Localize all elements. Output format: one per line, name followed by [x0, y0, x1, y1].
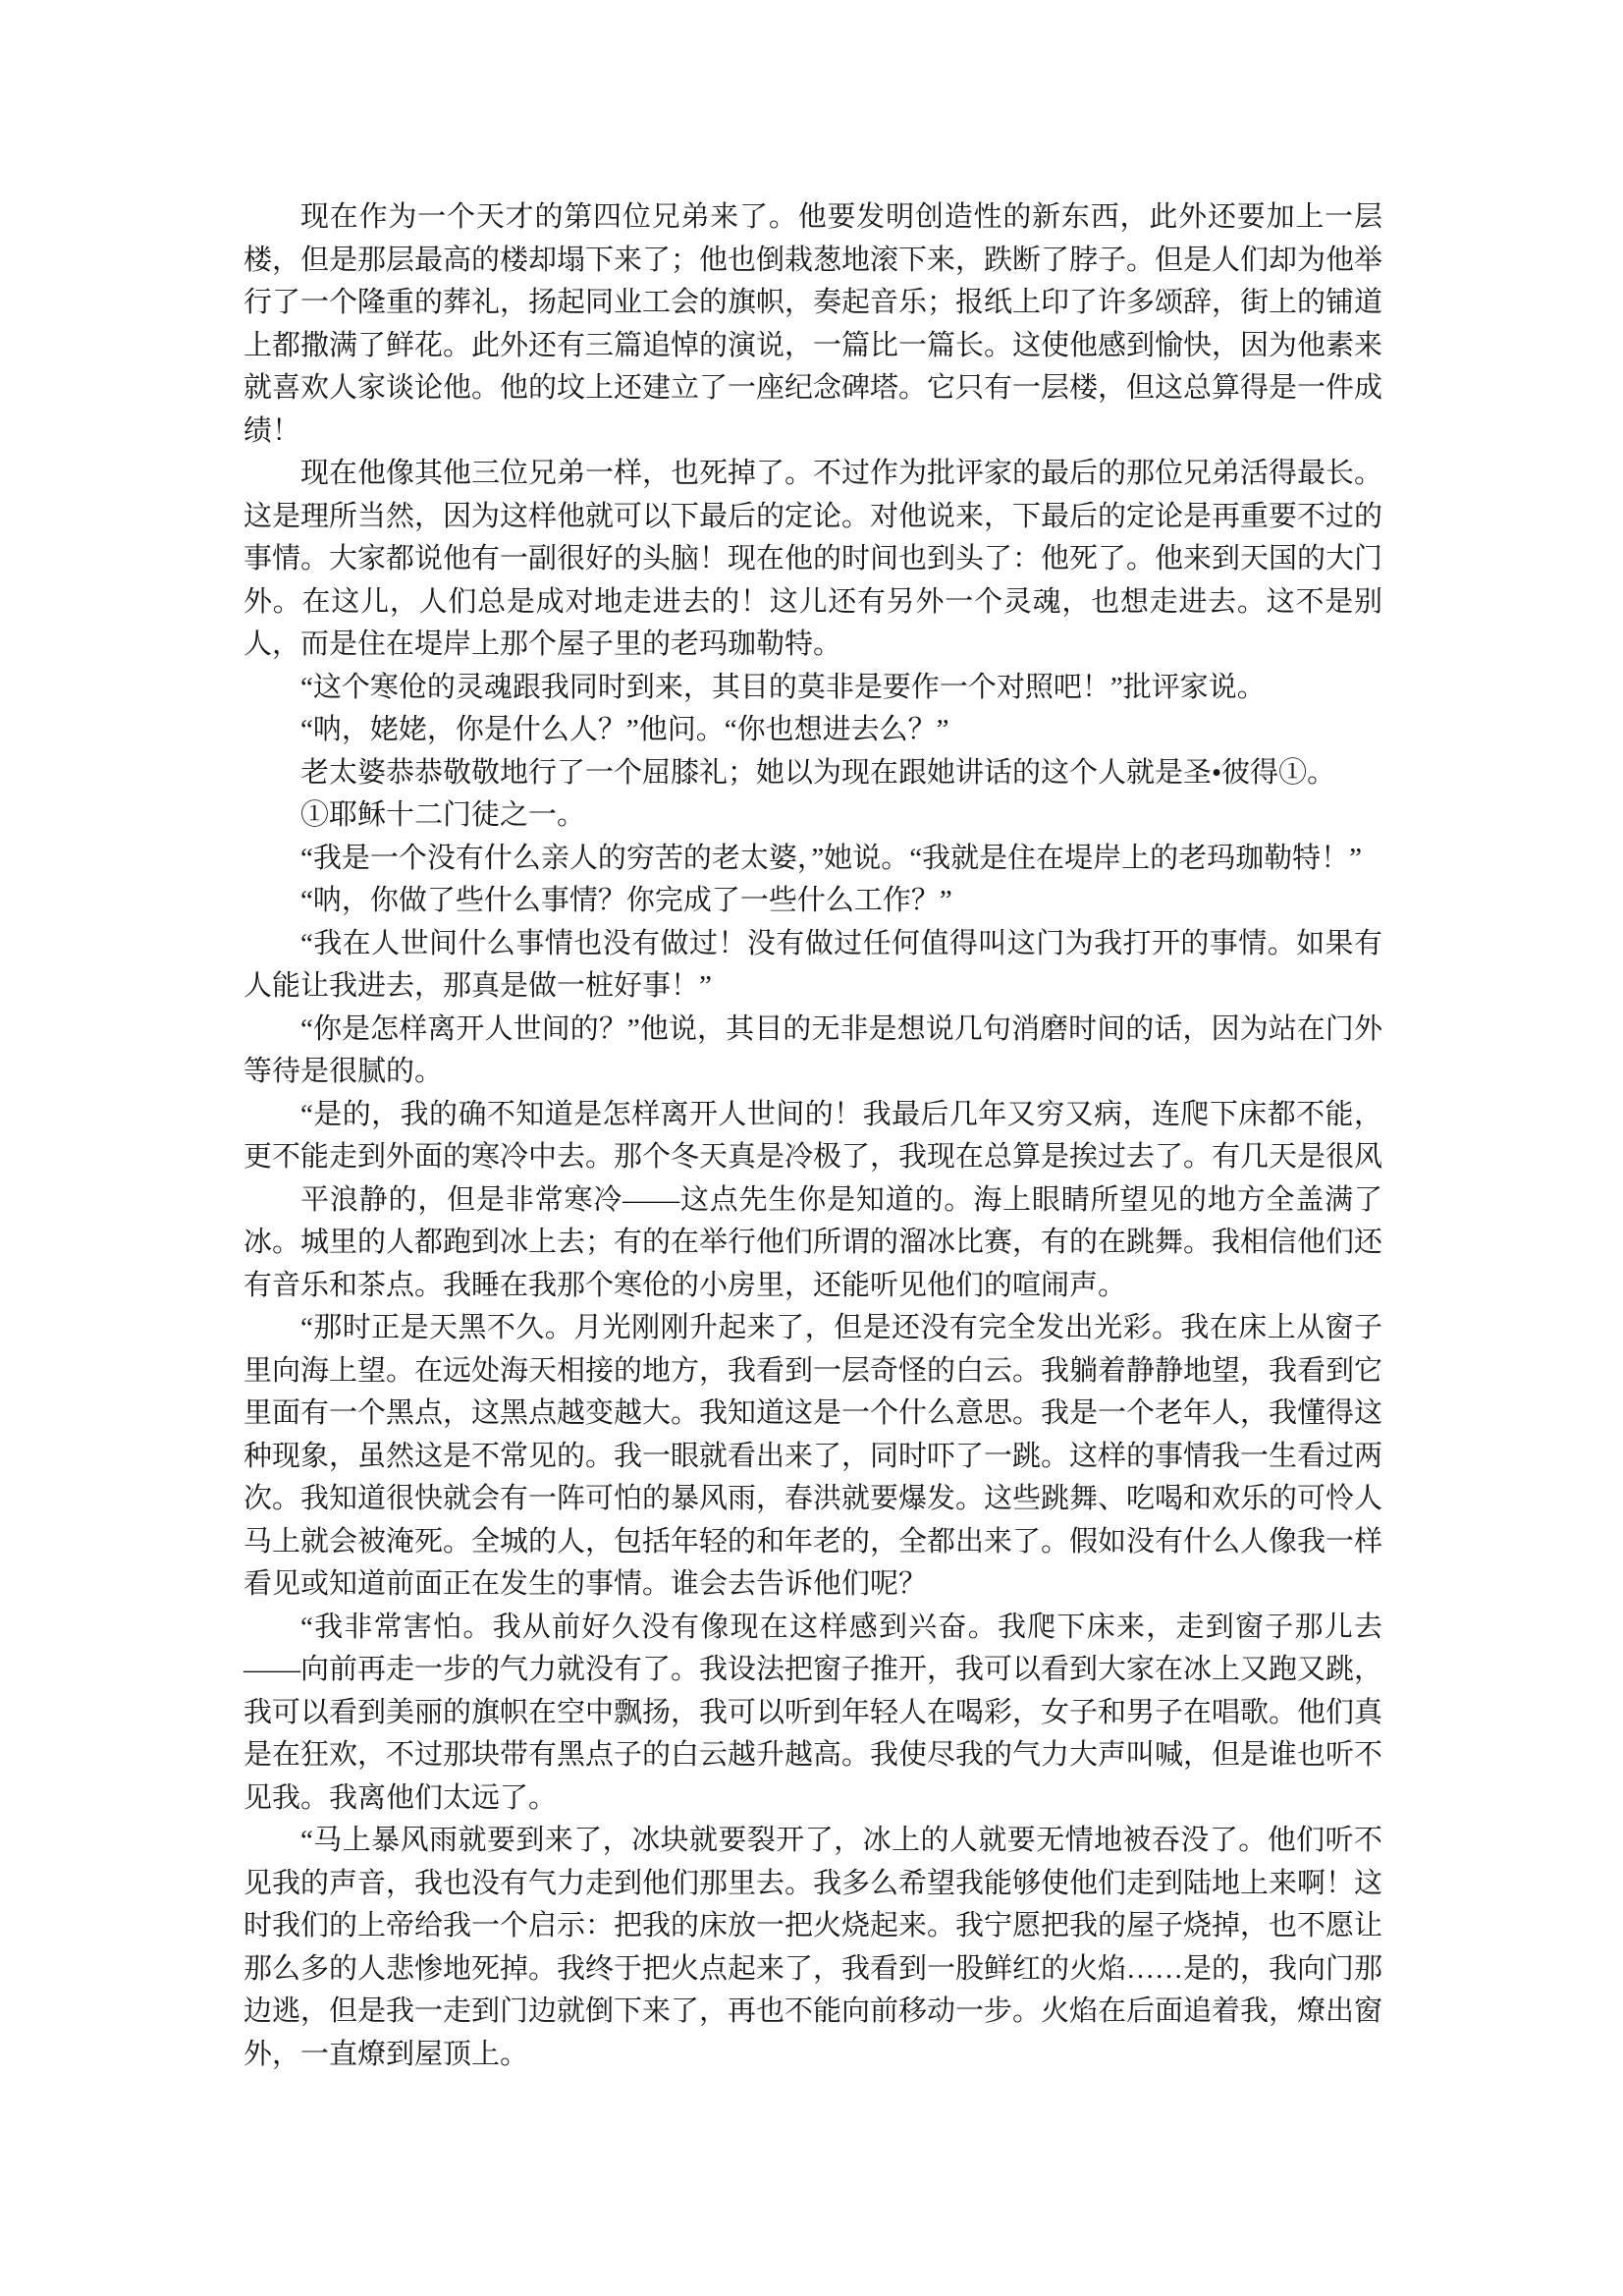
footnote-note: ①耶稣十二门徒之一。 — [300, 799, 586, 831]
paragraph-3: “这个寒伧的灵魂跟我同时到来，其目的莫非是要作一个对照吧！”批评家说。 — [300, 671, 1266, 703]
paragraph-15: “马上暴风雨就要到来了，冰块就要裂开了，冰上的人就要无情地被吞没了。他们听不见我的声音，我也没有气力走到他们那里去。我多么希望我能够使他们走到陆地上来啊！这时我们的上帝给我一个启示：把我的床放一把火烧起来。我宁愿把我的屋子烧掉，也不愿让那么多的人悲惨地死掉。我终于把火点起来了，我看到一股鲜红的火焰……是的，我向门那边逃，但是我一走到门边就倒下来了，再也不能向前移动一步。火焰在后面追着我，燎出窗外，一直燎到屋顶上。 — [243, 1825, 1383, 2070]
paragraph-13: “那时正是天黑不久。月光刚刚升起来了，但是还没有完全发出光彩。我在床上从窗子里向海上望。在远处海天相接的地方，我看到一层奇怪的白云。我躺着静静地望，我看到它里面有一个黑点，这黑点越变越大。我知道这是一个什么意思。我是一个老年人，我懂得这种现象，虽然这是不常见的。我一眼就看出来了，同时吓了一跳。这样的事情我一生看过两次。我知道很快就会有一阵可怕的暴风雨，春洪就要爆发。这些跳舞、吃喝和欢乐的可怜人马上就会被淹死。全城的人，包括年轻的和年老的，全都出来了。假如没有什么人像我一样看见或知道前面正在发生的事情。谁会去告诉他们呢？ — [243, 1312, 1383, 1600]
paragraph-14: “我非常害怕。我从前好久没有像现在这样感到兴奋。我爬下床来，走到窗子那儿去——向前再走一步的气力就没有了。我设法把窗子推开，我可以看到大家在冰上又跑又跳，我可以看到美丽的旗帜在空中飘扬，我可以听到年轻人在喝彩，女子和男子在唱歌。他们真是在狂欢，不过那块带有黑点子的白云越升越高。我使尽我的气力大声叫喊，但是谁也听不见我。我离他们太远了。 — [243, 1611, 1383, 1814]
paragraph-4: “呐，姥姥，你是什么人？”他问。“你也想进去么？” — [300, 714, 949, 745]
paragraph-1: 现在作为一个天才的第四位兄弟来了。他要发明创造性的新东西，此外还要加上一层楼，但是那层最高的楼却塌下来了；他也倒栽葱地滚下来，跌断了脖子。但是人们却为他举行了一个隆重的葬礼，扬起同业工会的旗帜，奏起音乐；报纸上印了许多颂辞，街上的铺道上都撒满了鲜花。此外还有三篇追悼的演说，一篇比一篇长。这使他感到愉快，因为他素来就喜欢人家谈论他。他的坟上还建立了一座纪念碑塔。它只有一层楼，但这总算得是一件成绩！ — [243, 201, 1383, 447]
paragraph-12: 平浪静的，但是非常寒冷——这点先生你是知道的。海上眼睛所望见的地方全盖满了冰。城里的人都跑到冰上去；有的在举行他们所谓的溜冰比赛，有的在跳舞。我相信他们还有音乐和茶点。我睡在我那个寒伧的小房里，还能听见他们的喧闹声。 — [243, 1183, 1383, 1301]
paragraph-11: “是的，我的确不知道是怎样离开人世间的！我最后几年又穷又病，连爬下床都不能，更不能走到外面的寒冷中去。那个冬天真是冷极了，我现在总算是挨过去了。有几天是很风 — [243, 1098, 1383, 1173]
paragraph-8: “呐，你做了些什么事情？你完成了一些什么工作？” — [300, 885, 952, 916]
paragraph-5: 老太婆恭恭敬敬地行了一个屈膝礼；她以为现在跟她讲话的这个人就是圣•彼得①。 — [300, 756, 1336, 789]
paragraph-10: “你是怎样离开人世间的？”他说，其目的无非是想说几句消磨时间的话，因为站在门外等待是很腻的。 — [243, 1012, 1382, 1087]
paragraph-2: 现在他像其他三位兄弟一样，也死掉了。不过作为批评家的最后的那位兄弟活得最长。这是理所当然，因为这样他就可以下最后的定论。对他说来，下最后的定论是再重要不过的事情。大家都说他有一副很好的头脑！现在他的时间也到头了：他死了。他来到天国的大门外。在这儿，人们总是成对地走进去的！这儿还有另外一个灵魂，也想走进去。这不是别人，而是住在堤岸上那个屋子里的老玛珈勒特。 — [243, 458, 1383, 660]
paragraph-9: “我在人世间什么事情也没有做过！没有做过任何值得叫这门为我打开的事情。如果有人能让我进去，那真是做一桩好事！” — [243, 927, 1382, 1002]
story-text-block — [243, 196, 1382, 2076]
paragraph-7: “我是一个没有什么亲人的穷苦的老太婆，”她说。“我就是住在堤岸上的老玛珈勒特！” — [300, 842, 1362, 874]
